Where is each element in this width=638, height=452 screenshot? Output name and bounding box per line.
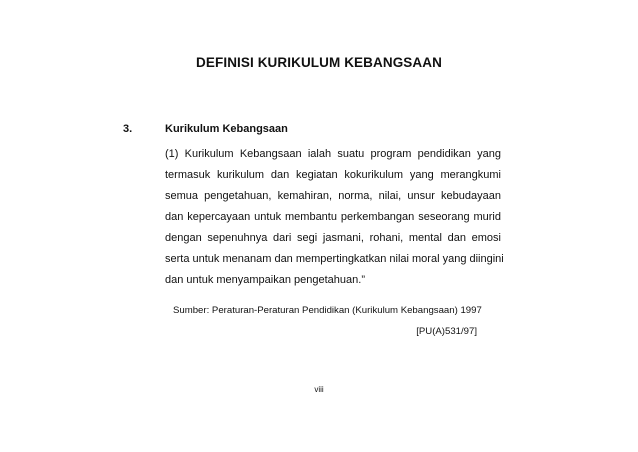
paragraph-line: semua pengetahuan, kemahiran, norma, nilai, unsur kebudayaan: [165, 190, 501, 202]
section-number: 3.: [123, 123, 133, 135]
source-reference: [PU(A)531/97]: [416, 326, 477, 337]
paragraph-line: (1) Kurikulum Kebangsaan ialah suatu program pendidikan yang: [165, 148, 501, 160]
paragraph-line: dan kepercayaan untuk membantu perkembangan seseorang murid: [165, 211, 501, 223]
section-heading: Kurikulum Kebangsaan: [165, 123, 288, 135]
paragraph-line: termasuk kurikulum dan kegiatan kokurikulum yang merangkumi: [165, 169, 501, 181]
source-citation: Sumber: Peraturan-Peraturan Pendidikan (Kurikulum Kebangsaan) 1997: [173, 305, 482, 316]
document-title: DEFINISI KURIKULUM KEBANGSAAN: [196, 55, 442, 70]
paragraph-line: dengan sepenuhnya dari segi jasmani, rohani, mental dan emosi: [165, 232, 501, 244]
definition-paragraph: [165, 147, 504, 294]
page-number: viii: [314, 385, 324, 394]
paragraph-line: dan untuk menyampaikan pengetahuan.”: [165, 274, 365, 286]
paragraph-line: serta untuk menanam dan mempertingkatkan nilai moral yang diingini: [165, 253, 504, 265]
